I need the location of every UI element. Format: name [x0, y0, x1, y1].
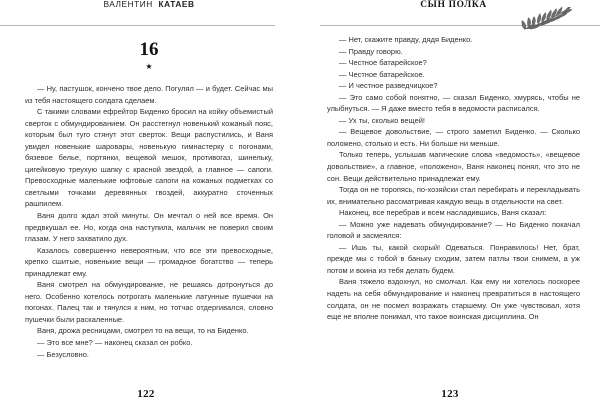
paragraph: — Можно уже надевать обмундирование? — Но Биденко покачал головой и засмеялся:: [327, 219, 580, 241]
paragraph: — Честное батарейское?: [339, 58, 427, 68]
paragraph: Только теперь, услышав магические слова «ведомость», «вещевое довольствие», а главное, «положено», Ваня наконец понял, что это не сон. Вещи действительно принадлежат ему.: [327, 150, 580, 183]
right-page: [300, 0, 600, 413]
right-header-rule: [320, 25, 600, 26]
author-name: [103, 0, 194, 8]
left-page-number: 122: [137, 388, 155, 400]
left-running-head: [25, 0, 273, 26]
paragraph: Ваня смотрел на обмундирование, не решаясь дотронуться до него. Особенно хотелось потрогать маленькие латунные пушечки на погонах. Палец так и тянулся к ним, но тотчас отдергивался, словно пушечки были раскаленные.: [25, 280, 273, 324]
right-running-head: [327, 0, 580, 26]
paragraph: — Это само собой понятно, — сказал Биденко, хмурясь, чтобы не улыбнуться. — Я даже вместо тебя в ведомости расписался.: [327, 92, 580, 114]
paragraph: — Честное батарейское.: [339, 69, 425, 79]
chapter-heading: [25, 26, 273, 71]
paragraph: — Ух ты, сколько вещей!: [339, 115, 425, 125]
right-body-text: [327, 26, 580, 323]
paragraph: Казалось совершенно невероятным, что все эти превосходные, крепко сшитые, новенькие вещи — громадное богатство — теперь принадлежат ему.: [25, 245, 273, 278]
author-last-name: КАТАЕВ: [158, 0, 195, 9]
author-first-name: ВАЛЕНТИН: [103, 0, 153, 9]
left-body-text: [25, 71, 273, 360]
paragraph: — Это все мне? — наконец сказал он робко.: [37, 338, 193, 348]
left-running-head-inner: [25, 0, 273, 19]
paragraph: — Правду говорю.: [339, 46, 403, 56]
paragraph: Тогда он не торопясь, по-хозяйски стал перебирать и перекладывать их, внимательно рассматривая каждую вещь в отдельности на свет.: [327, 185, 580, 206]
book-title: СЫН ПОЛКА: [420, 0, 487, 10]
paragraph: С такими словами ефрейтор Биденко бросил на койку объемистый сверток с обмундированием. Он расстегнул новенький кожаный пояс, которым был туго стянут этот сверток. Вещи распустились, и Ваня увидел новенькие шаровары, новенькую гимнастерку с погонами, бязевое белье, портянки, вещевой мешок, противогаз, шинельку, цигейковую треухую шапку с красной звездой, а главное — сапоги. Превосходные маленькие юфтовые сапоги на кожаных подметках со светлыми точками деревянных гвоздей, аккуратно сточенных рашпилем.: [25, 107, 273, 209]
paragraph: Наконец, все перебрав и всем насладившись, Ваня сказал:: [339, 208, 547, 218]
paragraph: — Ну, пастушок, кончено твое дело. Погулял — и будет. Сейчас мы из тебя настоящего солдата сделаем.: [25, 84, 273, 105]
paragraph: Ваня тяжело вздохнул, но смолчал. Как ему ни хотелось поскорее надеть на себя обмундирование и наконец превратиться в настоящего солдата, он не посмел возражать старшему. Он уже чувствовал, хотя еще не вполне понимал, что такое воинская дисциплина. Он: [327, 277, 580, 322]
paragraph: Ваня, дрожа ресницами, смотрел то на вещи, то на Биденко.: [37, 326, 249, 336]
paragraph: — Ишь ты, какой скорый! Одеваться. Понравилось! Нет, брат, прежде мы с тобой в баньку сходим, затем патлы твои снимем, а уж потом и воина из тебя делать будем.: [327, 242, 580, 275]
chapter-number: 16: [139, 39, 159, 60]
paragraph: Ваня долго ждал этой минуты. Он мечтал о ней все время. Он предвкушал ее. Но, когда она наступила, мальчик не поверил своим глазам. У него захватило дух.: [25, 211, 273, 244]
right-running-head-inner: [327, 0, 580, 19]
paragraph: — Вещевое довольствие, — строго заметил Биденко. — Сколько положено, столько и есть. Ни больше ни меньше.: [327, 127, 580, 148]
paragraph: — Нет, скажите правду, дядя Биденко.: [339, 35, 473, 44]
left-header-rule: [0, 25, 275, 26]
paragraph: — Безусловно.: [37, 349, 89, 359]
right-page-number: 123: [441, 388, 459, 400]
star-icon: ★: [145, 62, 153, 71]
paragraph: — И честное разведчицкое?: [339, 81, 438, 91]
